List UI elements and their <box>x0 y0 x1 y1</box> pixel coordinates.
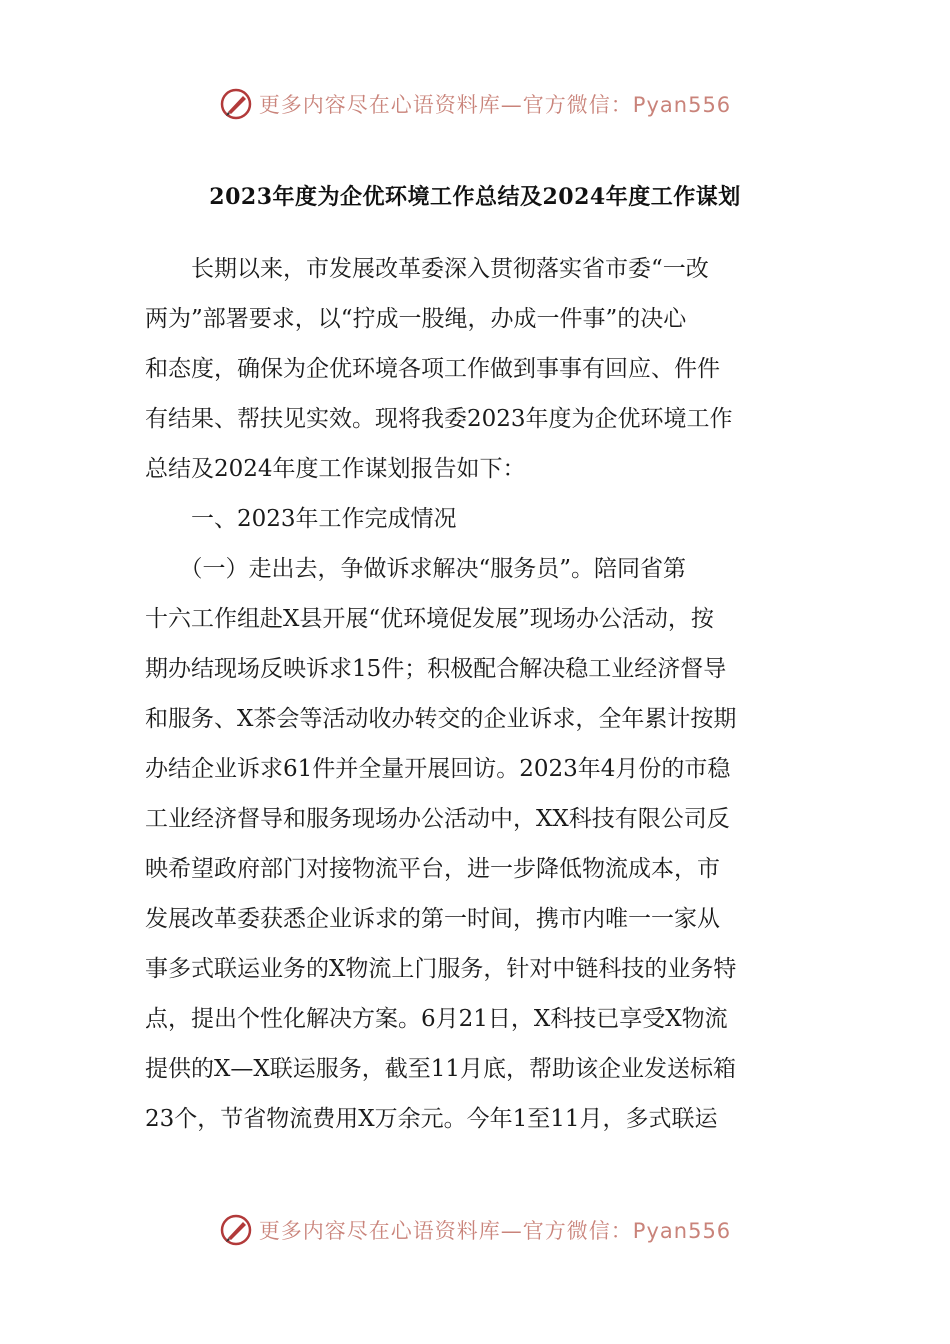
document-title: 2023年度为企优环境工作总结及2024年度工作谋划 <box>209 184 741 210</box>
body-line: 期办结现场反映诉求15件；积极配合解决稳工业经济督导 <box>145 656 727 682</box>
body-line: 工业经济督导和服务现场办公活动中，XX科技有限公司反 <box>145 806 730 832</box>
watermark-banner-bottom <box>0 1210 950 1250</box>
body-line: （一）走出去，争做诉求解决“服务员”。陪同省第 <box>145 556 687 582</box>
section-heading: 一、2023年工作完成情况 <box>145 506 457 532</box>
body-line: 和服务、X茶会等活动收办转交的企业诉求，全年累计按期 <box>145 706 737 732</box>
pen-seal-icon <box>219 87 253 121</box>
body-line: 总结及2024年度工作谋划报告如下： <box>145 456 526 482</box>
watermark-text: 更多内容尽在心语资料库—官方微信：Pyan556 <box>258 1219 732 1243</box>
body-line: 提供的X—X联运服务，截至11月底，帮助该企业发送标箱 <box>145 1056 737 1082</box>
body-line: 映希望政府部门对接物流平台，进一步降低物流成本，市 <box>145 856 720 882</box>
document-body <box>145 244 807 1144</box>
body-line: 点，提出个性化解决方案。6月21日，X科技已享受X物流 <box>145 1006 728 1032</box>
body-line: 办结企业诉求61件并全量开展回访。2023年4月份的市稳 <box>145 756 731 782</box>
pen-seal-icon <box>219 1213 253 1247</box>
body-line: 和态度，确保为企优环境各项工作做到事事有回应、件件 <box>145 356 720 382</box>
watermark-text: 更多内容尽在心语资料库—官方微信：Pyan556 <box>258 93 732 117</box>
body-line: 两为”部署要求，以“拧成一股绳，办成一件事”的决心 <box>145 306 687 332</box>
body-line: 事多式联运业务的X物流上门服务，针对中链科技的业务特 <box>145 956 737 982</box>
watermark-banner-top <box>0 84 950 124</box>
body-line: 十六工作组赴X县开展“优环境促发展”现场办公活动，按 <box>145 606 714 632</box>
body-line: 长期以来，市发展改革委深入贯彻落实省市委“一改 <box>145 256 709 282</box>
body-line: 有结果、帮扶见实效。现将我委2023年度为企优环境工作 <box>145 406 733 432</box>
body-line: 发展改革委获悉企业诉求的第一时间，携市内唯一一家从 <box>145 906 720 932</box>
body-line: 23个，节省物流费用X万余元。今年1至11月，多式联运 <box>145 1106 718 1132</box>
